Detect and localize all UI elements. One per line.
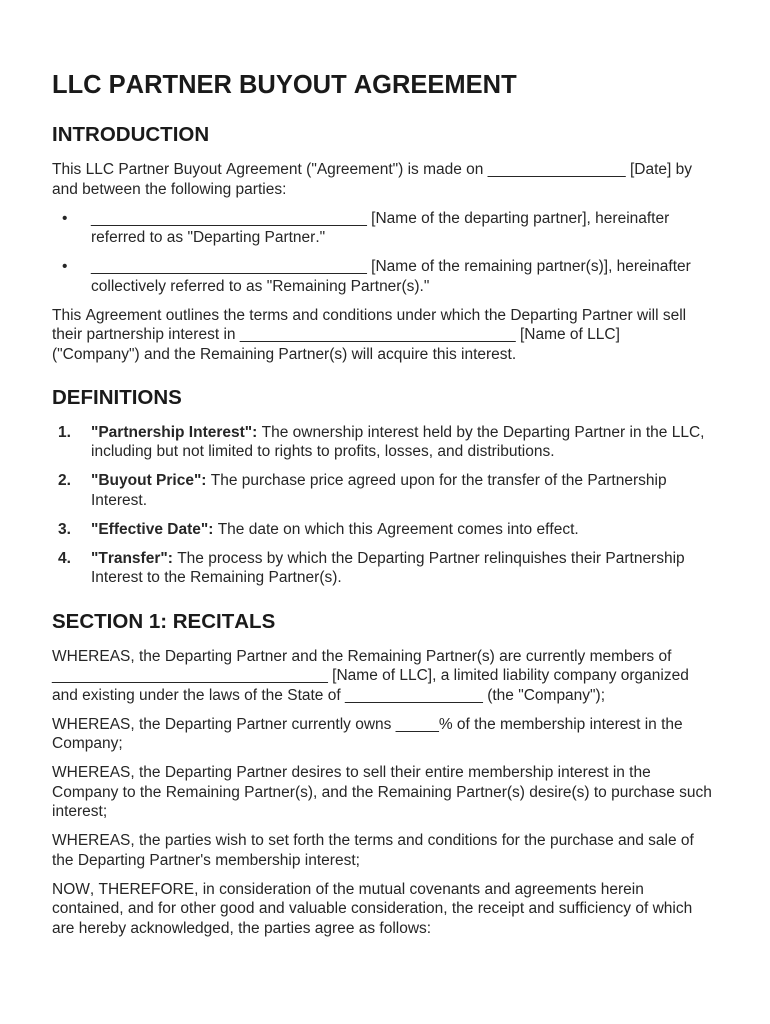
text-line bbox=[91, 549, 770, 569]
text-line bbox=[91, 520, 770, 540]
text-line: Company; bbox=[52, 735, 123, 752]
text-line: ________________________________ [Name of LLC], a limited liability company organized bbox=[52, 667, 689, 684]
text-line: Interest to the Remaining Partner(s). bbox=[91, 569, 342, 586]
list-number: 3. bbox=[58, 520, 71, 538]
text-line: and between the following parties: bbox=[52, 180, 287, 198]
definition-item-transfer bbox=[52, 549, 770, 588]
recitals-heading: SECTION 1: RECITALS bbox=[52, 609, 276, 633]
recital-paragraph bbox=[52, 831, 770, 870]
definition-item-partnership-interest bbox=[52, 423, 770, 462]
text-line: WHEREAS, the Departing Partner and the Remaining Partner(s) are currently members of bbox=[52, 647, 672, 665]
text-line: collectively referred to as "Remaining Partner(s)." bbox=[91, 277, 430, 295]
definition-term: "Effective Date": bbox=[91, 520, 214, 538]
text-line: Interest. bbox=[91, 491, 147, 509]
recital-paragraph bbox=[52, 647, 770, 706]
text-line: ________________________________ [Name of the departing partner], hereinafter bbox=[91, 209, 670, 227]
definition-text: The ownership interest held by the Departing Partner in the LLC, bbox=[261, 423, 705, 441]
text-line: the Departing Partner's membership interest; bbox=[52, 851, 360, 869]
definition-text: The process by which the Departing Partner relinquishes their Partnership bbox=[177, 549, 685, 567]
bullet-marker: • bbox=[62, 209, 68, 227]
definition-item-buyout-price bbox=[52, 471, 770, 510]
definition-term: "Buyout Price": bbox=[91, 472, 207, 489]
text-line: ("Company") and the Remaining Partner(s) will acquire this interest. bbox=[52, 345, 517, 363]
party-item-departing-partner bbox=[52, 209, 770, 248]
party-item-remaining-partners bbox=[52, 257, 770, 296]
text-line bbox=[91, 471, 770, 491]
text-line: interest; bbox=[52, 803, 108, 820]
text-line: are hereby acknowledged, the parties agree as follows: bbox=[52, 919, 432, 937]
recital-paragraph bbox=[52, 715, 770, 754]
text-line: contained, and for other good and valuable consideration, the receipt and sufficiency of which bbox=[52, 900, 693, 917]
text-line bbox=[91, 423, 770, 443]
list-number: 4. bbox=[58, 549, 71, 567]
definition-term: "Partnership Interest": bbox=[91, 423, 258, 441]
agreement-clause-paragraph bbox=[52, 880, 770, 939]
parties-list bbox=[52, 209, 770, 297]
definition-term: "Transfer": bbox=[91, 549, 173, 567]
text-line: and existing under the laws of the State of ________________ (the "Company"); bbox=[52, 686, 606, 704]
text-line: WHEREAS, the Departing Partner desires to sell their entire membership interest in the bbox=[52, 764, 651, 781]
introduction-section bbox=[52, 123, 770, 364]
text-line: their partnership interest in ________________________________ [Name of LLC] bbox=[52, 326, 620, 343]
definition-text: The purchase price agreed upon for the transfer of the Partnership bbox=[210, 472, 667, 489]
definitions-heading: DEFINITIONS bbox=[52, 386, 182, 409]
list-number: 2. bbox=[58, 472, 71, 489]
definitions-section bbox=[52, 386, 770, 588]
text-line: This LLC Partner Buyout Agreement ("Agreement") is made on ________________ [Date] by bbox=[52, 161, 692, 178]
text-line: This Agreement outlines the terms and conditions under which the Departing Partner will sell bbox=[52, 306, 687, 324]
introduction-heading: INTRODUCTION bbox=[52, 123, 210, 146]
opening-paragraph bbox=[52, 160, 770, 199]
list-number: 1. bbox=[58, 423, 71, 441]
text-line: WHEREAS, the parties wish to set forth the terms and conditions for the purchase and sale of bbox=[52, 832, 694, 849]
recitals-section bbox=[52, 610, 770, 939]
document-title: LLC PARTNER BUYOUT AGREEMENT bbox=[52, 71, 517, 99]
bullet-marker: • bbox=[62, 258, 68, 275]
text-line: referred to as "Departing Partner." bbox=[91, 229, 326, 246]
text-line: ________________________________ [Name of the remaining partner(s)], hereinafter bbox=[91, 258, 691, 275]
definition-item-effective-date bbox=[52, 520, 770, 540]
definitions-list bbox=[52, 423, 770, 588]
text-line: including but not limited to rights to profits, losses, and distributions. bbox=[91, 443, 555, 460]
text-line: NOW, THEREFORE, in consideration of the mutual covenants and agreements herein bbox=[52, 880, 644, 898]
recital-paragraph bbox=[52, 763, 770, 822]
text-line: WHEREAS, the Departing Partner currently owns _____% of the membership interest in the bbox=[52, 715, 683, 733]
purpose-paragraph bbox=[52, 306, 770, 365]
text-line: Company to the Remaining Partner(s), and the Remaining Partner(s) desire(s) to purchase such bbox=[52, 783, 712, 801]
definition-text: The date on which this Agreement comes into effect. bbox=[217, 520, 579, 538]
